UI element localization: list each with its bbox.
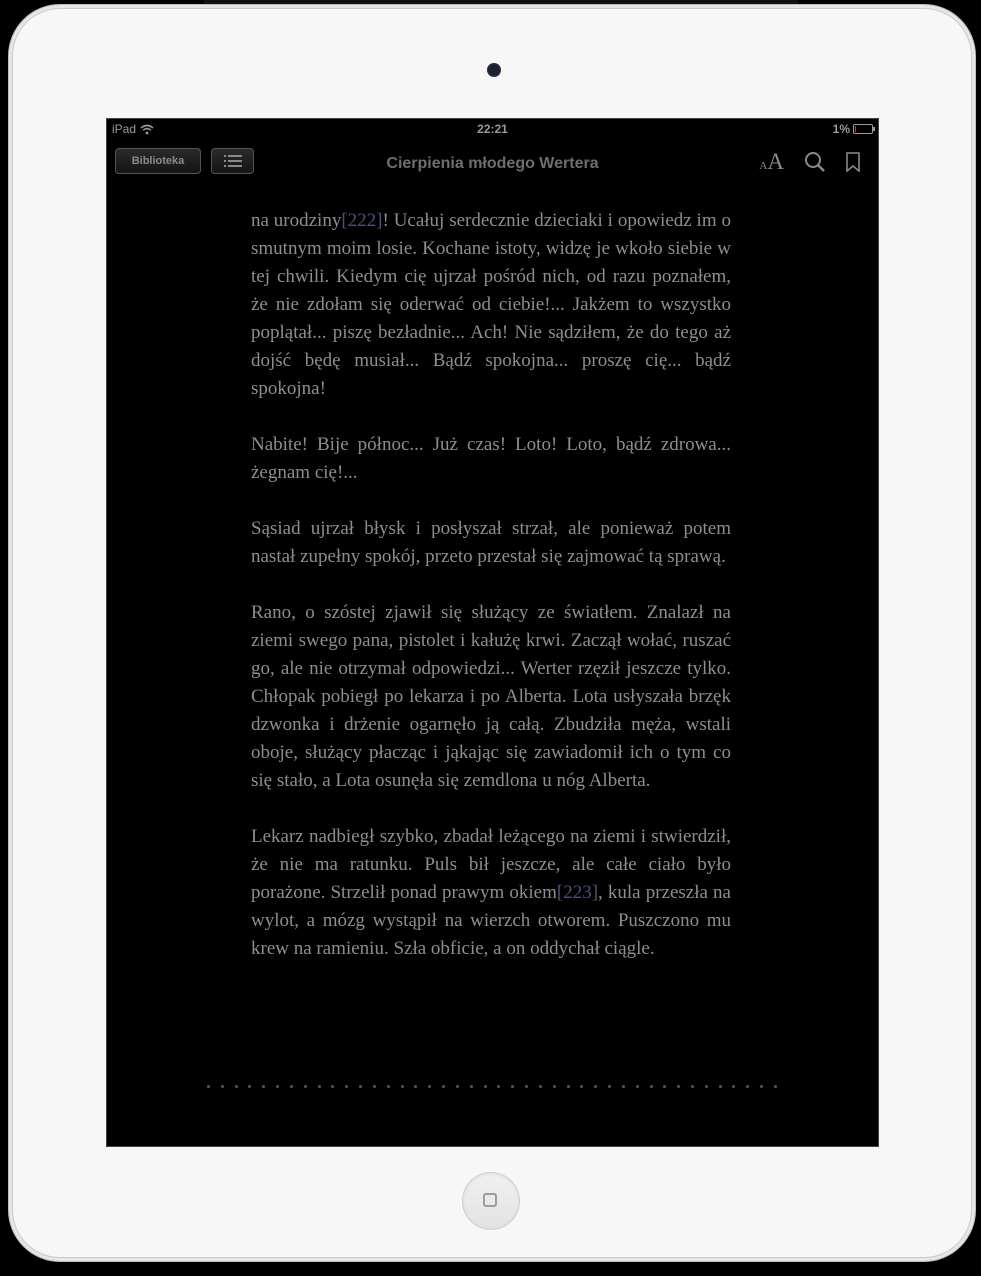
scrubber-dot — [608, 1085, 611, 1088]
scrubber-dot — [221, 1085, 224, 1088]
scrubber-dot — [511, 1085, 514, 1088]
scrubber-dot — [774, 1085, 777, 1088]
scrubber-dot — [442, 1085, 445, 1088]
status-time: 22:21 — [477, 122, 508, 136]
scrubber-dot — [622, 1085, 625, 1088]
paragraph: Nabite! Bije północ... Już czas! Loto! Loto, bądź zdrowa... żegnam cię!... — [251, 434, 731, 483]
device-label: iPad — [112, 122, 137, 136]
scrubber-dot — [290, 1085, 293, 1088]
toolbar-actions — [759, 149, 860, 175]
scrubber-dot — [387, 1085, 390, 1088]
font-small-label: A — [759, 160, 768, 172]
table-of-contents-button[interactable] — [211, 148, 254, 174]
scrubber-dot — [650, 1085, 653, 1088]
library-button[interactable]: Biblioteka — [115, 148, 201, 174]
paragraph: Rano, o szóstej zjawił się służący ze światłem. Znalazł na ziemi swego pana, pistolet i kałużę krwi. Zaczął wołać, ruszać go, ale nie otrzymał odpowiedzi... Werter rzęził jeszcze tylko. Chłopak pobiegł po lekarza i po Alberta. Lota usłyszała brzęk dzwonka i drżenie ogarnęło ją całą. Zbudziła męża, wstali oboje, służący płacząc i jąkając się zawiadomił ich o tym co się stało, a Lota osunęła się zemdlona u nóg Alberta. — [251, 602, 731, 791]
scrubber-dot — [525, 1085, 528, 1088]
scrubber-dot — [304, 1085, 307, 1088]
scrubber-dot — [414, 1085, 417, 1088]
scrubber-dot — [497, 1085, 500, 1088]
camera-icon — [487, 63, 501, 77]
bookmark-icon[interactable] — [846, 152, 860, 172]
scrubber-dot — [705, 1085, 708, 1088]
scrubber-dot — [331, 1085, 334, 1088]
scrubber-dot — [318, 1085, 321, 1088]
scrubber-dot — [567, 1085, 570, 1088]
home-button[interactable] — [462, 1172, 520, 1230]
scrubber-dot — [732, 1085, 735, 1088]
scrubber-dot — [580, 1085, 583, 1088]
scrubber-dot — [428, 1085, 431, 1088]
scrubber-dot — [594, 1085, 597, 1088]
paragraph: Sąsiad ujrzał błysk i posłyszał strzał, ale ponieważ potem nastał zupełny spokój, przeto przestał się zajmować tą sprawą. — [251, 518, 731, 567]
scrubber-dot — [746, 1085, 749, 1088]
scrubber-dot — [345, 1085, 348, 1088]
font-size-button[interactable] — [759, 149, 784, 175]
scrubber-dot — [484, 1085, 487, 1088]
scrubber-dot — [456, 1085, 459, 1088]
scrubber-dot — [207, 1085, 210, 1088]
battery-icon — [853, 124, 873, 134]
scrubber-dot — [677, 1085, 680, 1088]
scrubber-dot — [248, 1085, 251, 1088]
book-title: Cierpienia młodego Wertera — [386, 155, 599, 172]
scrubber-dot — [719, 1085, 722, 1088]
home-button-icon — [483, 1193, 497, 1207]
reader-toolbar — [107, 143, 878, 183]
scrubber-dot — [663, 1085, 666, 1088]
scrubber-dot — [760, 1085, 763, 1088]
scrubber-dot — [470, 1085, 473, 1088]
scrubber-dot — [276, 1085, 279, 1088]
scrubber-dot — [691, 1085, 694, 1088]
footnote-link[interactable]: [223] — [556, 882, 599, 903]
scrubber-dot — [636, 1085, 639, 1088]
search-icon[interactable] — [804, 151, 826, 173]
status-battery — [833, 122, 873, 136]
scrubber-dot — [359, 1085, 362, 1088]
paragraph: Lekarz nadbiegł szybko, zbadał leżącego na ziemi i stwierdził, że nie ma ratunku. Puls bił jeszcze, ale całe ciało było porażone. Strzelił ponad prawym okiem[223], kula przeszła na wylot, a mózg wystąpił na wierzch otworem. Puszczono mu krew na ramieniu. Szła obficie, a on oddychał ciągle. — [251, 826, 731, 959]
page-scrubber[interactable] — [207, 1081, 777, 1091]
scrubber-dot — [553, 1085, 556, 1088]
scrubber-dot — [401, 1085, 404, 1088]
book-page-content — [251, 207, 731, 991]
scrubber-dot — [262, 1085, 265, 1088]
status-bar — [107, 119, 878, 141]
scrubber-dot — [373, 1085, 376, 1088]
scrubber-dot — [235, 1085, 238, 1088]
battery-percent: 1% — [832, 122, 850, 136]
list-icon — [224, 155, 242, 167]
paragraph: na urodziny[222]! Ucałuj serdecznie dzieciaki i opowiedz im o smutnym moim losie. Kochane istoty, widzę je wkoło siebie w tej chwili. Kiedym cię ujrzał pośród nich, od razu poznałem, że nie zdołam się oderwać od ciebie!... Jakżem to wszystko poplątał... piszę bezładnie... Ach! Nie sądziłem, że do tego aż dojść będę musiał... Bądź spokojna... proszę cię... bądź spokojna! — [251, 210, 731, 399]
font-big-label: A — [767, 149, 784, 174]
screen — [106, 118, 879, 1147]
footnote-link[interactable]: [222] — [341, 210, 383, 231]
scrubber-dot — [539, 1085, 542, 1088]
